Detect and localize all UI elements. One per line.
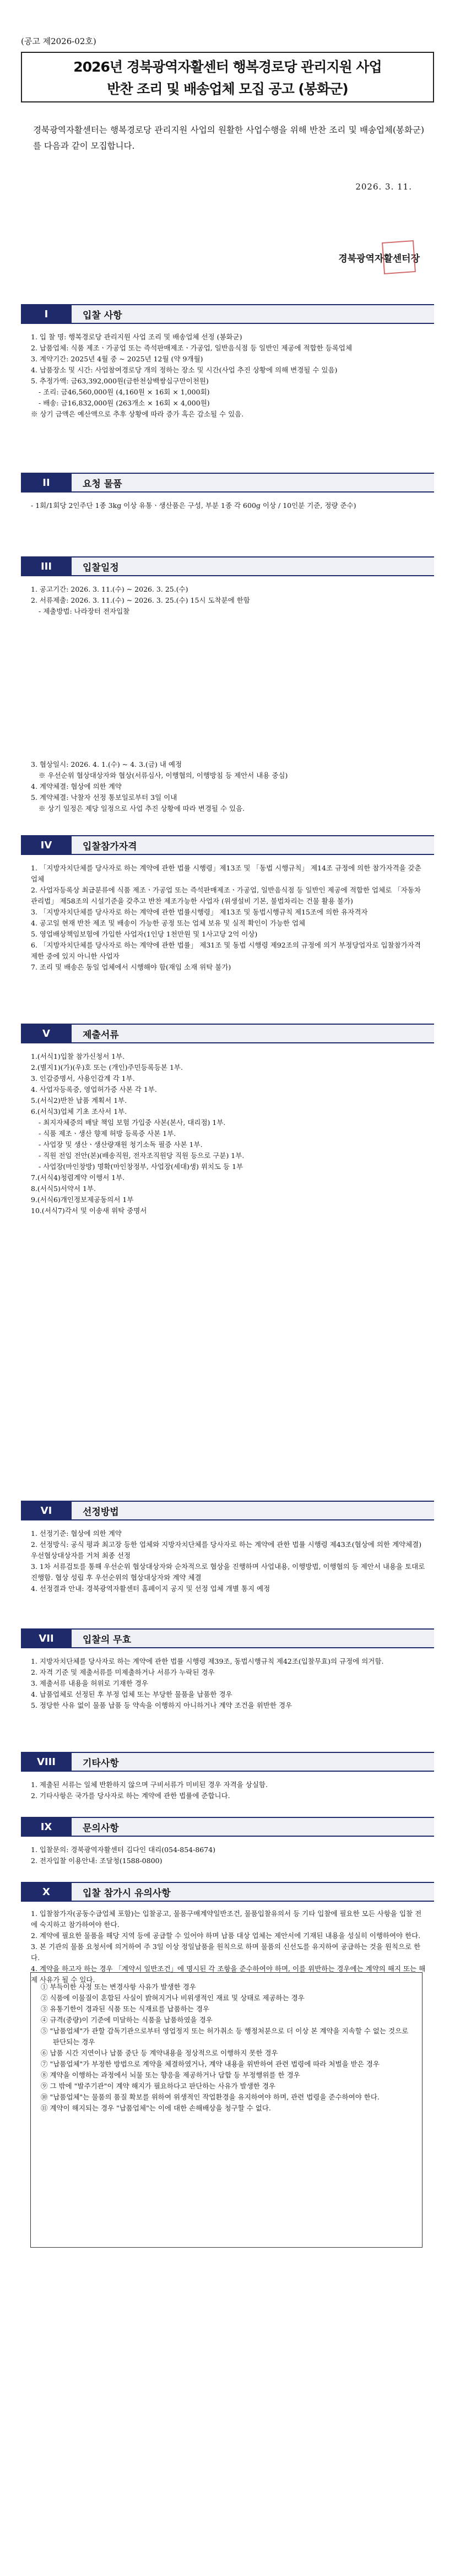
list-item: 1.(서식1)입찰 참가신청서 1부. [31, 1052, 125, 1060]
section-number: VIII [21, 1752, 72, 1772]
termination-conditions-box [30, 1972, 422, 2248]
list-item: 4. 사업자등록증, 영업허가증 사본 각 1부. [31, 1085, 157, 1094]
section-title: 문의사항 [72, 1817, 434, 1837]
section-body-schedule-2 [31, 759, 426, 814]
title-box [21, 52, 434, 102]
list-item: 3. 「지방자치단체를 당사자로 하는 계약에 관한 법률시행령」 제13조 및 동법시행규칙 제15조에 의한 유자격자 [31, 908, 368, 916]
list-item: ⑦ "납품업체"가 부정한 방법으로 계약을 체결하였거나, 계약 내용을 위반하여 관련 법령에 따라 처벌을 받은 경우 [41, 2060, 380, 2068]
section-body-other [31, 1779, 426, 1801]
list-item: - 1회/1회당 2인주단 1종 3kg 이상 유통ㆍ생산품은 구성, 부분 1종 각 600g 이상 / 10인분 기준, 정량 준수) [31, 501, 356, 510]
list-item: 3. 계약기간: 2025년 4월 중 ~ 2025년 12월 (약 9개월) [31, 355, 203, 363]
list-item: 2.(별지1)(가)(우)호 또는 (개인)주민등록등본 1부. [31, 1063, 183, 1071]
section-header-contact [21, 1817, 434, 1837]
section-body-selection [31, 1528, 426, 1594]
list-item: 4. 납품업체로 선정된 후 부정 업체 또는 부당한 물품을 납품한 경우 [31, 1690, 232, 1698]
list-item: ③ 유통기한이 경과된 식품 또는 식재료를 납품하는 경우 [41, 2005, 209, 2013]
list-item: 10.(서식7)각서 및 이송새 위탁 중명서 [31, 1206, 147, 1215]
list-item: 3. 인감증명서, 사용인감계 각 1부. [31, 1074, 135, 1083]
section-title: 입찰일정 [72, 556, 434, 576]
list-item: ⑪ 계약이 해지되는 경우 "납품업체"는 이에 대한 손해배상을 청구할 수 없다. [41, 2104, 271, 2112]
list-item: ① 부득이한 사정 또는 변경사항 사유가 발생한 경우 [41, 1983, 196, 1991]
list-item: 4. 납품장소 및 시간: 사업참여경로당 개의 정하는 장소 및 시간(사업 추진 상황에 의해 변경될 수 있음) [31, 366, 338, 374]
section-title: 입찰참가자격 [72, 835, 434, 855]
section-title: 선정방법 [72, 1501, 434, 1520]
list-item: 5.(서식2)반찬 납품 계획서 1부. [31, 1096, 127, 1105]
section-number: V [21, 1024, 72, 1043]
notice-number: (공고 제2026-02호) [21, 36, 96, 46]
list-item: 6. 「지방자치단체를 당사자로 하는 계약에 관한 법률」 제31조 및 동법 시행령 제92조의 규정에 의거 부정당업자로 입찰참가자격 제한 중에 있지 아니한 사업자 [31, 941, 421, 960]
list-item: 5. 추정가액: 금63,392,000원(금한천삼백쌍십구만이천원) [31, 377, 209, 385]
list-item: 6.(서식3)업체 기초 조사서 1부. [31, 1107, 127, 1116]
list-item: - 최지자체증의 배달 책임 보험 가입중 사본(본사, 대리점) 1부. [39, 1118, 226, 1127]
list-item: ⑧ 계약을 이행하는 과정에서 뇌물 또는 향응을 제공하거나 담합 등 부정행위를 한 경우 [41, 2071, 300, 2079]
section-header-selection [21, 1501, 434, 1520]
list-item: ⑩ "납품업체"는 물품의 품질 확보를 위하여 위생적인 작업환경을 유지하여야 하며, 관련 법령을 준수하여야 한다. [41, 2093, 380, 2101]
official-seal-stamp [382, 240, 416, 274]
list-item: ※ 상기 금액은 예산액으로 추후 상황에 따라 증가 혹은 감소될 수 있음. [31, 410, 244, 418]
list-item: - 사업장(마인창방) 명확(마인창정부, 사업장(세대)생) 위치도 등 1부 [39, 1162, 243, 1171]
section-header-documents [21, 1024, 434, 1043]
list-item: 3. 본 기관의 물품 요청서에 의거하여 주 3일 이상 정일납품을 원칙으로 하며 물품의 신선도를 유지하여 공급하는 것을 원칙으로 한다. [31, 1942, 421, 1962]
list-item: ⑤ "납품업체"가 관할 감독기관으로부터 영업정지 또는 허가취소 등 행정처분으로 더 이상 본 계약을 지속할 수 없는 것으로 판단되는 경우 [41, 2027, 409, 2046]
section-title: 입찰 참가시 유의사항 [72, 1882, 434, 1902]
list-item: 2. 선정방식: 공식 평과 최고장 등한 업체와 지방자치단체를 당사자로 하는 계약에 관한 법률 시행령 제43조(협상에 의한 계약체결)우선협상대상자를 거쳐 최종 선정 [31, 1540, 422, 1560]
list-item: 1. 입찰문의: 경북광역자활센터 김다인 대리(054-854-8674) [31, 1846, 216, 1854]
list-item: 2. 전자입찰 이용안내: 조달청(1588-0800) [31, 1857, 162, 1865]
list-item: 3. 제출서류 내용을 허위로 기재한 경우 [31, 1679, 148, 1687]
list-item: 2. 사업자등록상 최급분류에 식품 제조ㆍ가공업 또는 즉석판매제조ㆍ가공업, 일반음식점 등 일반인 제공에 적합한 업체로 「자동차관리법」 제58조의 시설기준을 갖추고 반찬 제조가능한 사업자 (위생설비 기본, 불법차리는 건물 활용 불가) [31, 886, 421, 905]
list-item: 4. 계약을 하고자 하는 경우 「계약서 일반조건」에 명시된 각 조항을 준수하여야 하며, 이를 위반하는 경우에는 계약의 해지 또는 해제 사유가 될 수 있다. [31, 1965, 426, 1984]
section-title: 입찰의 무효 [72, 1628, 434, 1648]
list-item: 2. 계약에 필요한 물품을 해당 지역 등에 공급할 수 있어야 하며 납품 대상 업체는 제안서에 기재된 내용을 성실히 이행하여야 한다. [31, 1931, 421, 1940]
section-header-bidding [21, 304, 434, 324]
list-item: 3. 협상일시: 2026. 4. 1.(수) ~ 4. 3.(금) 내 예정 [31, 760, 182, 769]
section-number: VI [21, 1501, 72, 1520]
list-item: 2. 기타사항은 국가를 당사자로 하는 계약에 관한 법률에 준합니다. [31, 1792, 230, 1800]
list-item: ※ 우선순위 협상대상자와 협상(서류심사, 이행협의, 이행방침 등 제안서 내용 중심) [39, 771, 288, 780]
section-body-items [31, 500, 426, 511]
section-title: 요청 물품 [72, 473, 434, 493]
list-item: 7. 조리 및 배송은 동일 업체에서 시행해야 함(재임 소재 위탁 불가) [31, 963, 231, 971]
list-item: 1. 입 찰 명: 행복경로당 관리지원 사업 조리 및 배송업체 선정 (봉화군) [31, 333, 242, 341]
list-item: 2. 서류제출: 2026. 3. 11.(수) ~ 2026. 3. 25.(수) 15시 도착분에 한함 [31, 596, 250, 604]
section-header-items [21, 473, 434, 493]
list-item: 5. 영업배상책임보험에 가입한 사업자(1인당 1천만원 및 1사고당 2억 이상) [31, 930, 258, 938]
list-item: 1. 입찰참가자(공동수급업체 포함)는 입찰공고, 물품구매계약일반조건, 물품입찰유의서 등 기타 입찰에 필요한 모든 사항을 입찰 전에 숙지하고 참가하여야 한다. [31, 1909, 422, 1929]
section-number: IX [21, 1817, 72, 1837]
section-title: 기타사항 [72, 1752, 434, 1772]
list-item: - 배송: 금16,832,000원 (263개소 × 16회 × 4,000원) [39, 399, 210, 407]
list-item: 9.(서식6)개인정보제공동의서 1부 [31, 1195, 134, 1204]
section-number: IV [21, 835, 72, 855]
list-item: ④ 규격(중량)이 기준에 미달하는 식품을 납품하였을 경우 [41, 2016, 213, 2024]
section-header-schedule [21, 556, 434, 576]
list-item: 3. 1차 서류검토를 통해 우선순위 협상대상자와 순차적으로 협상을 진행하며 사업내용, 이행방법, 이행협의 등 제안서 내용을 토대로 진행함. 협상 성립 후 우선순위의 협상대상자와 계약 체결 [31, 1562, 425, 1582]
list-item: - 직원 전임 전안(본)(배송직원, 전자조직원당 직원 등으로 구분) 1부. [39, 1151, 245, 1160]
list-item: 4. 선정결과 안내: 경북광역자활센터 홈페이지 공지 및 선정 업체 개별 통지 예정 [31, 1584, 270, 1593]
notice-date: 2026. 3. 11. [355, 182, 412, 192]
list-item: 1. 「지방자치단체를 당사자로 하는 계약에 관한 법률 시행령」제13조 및 「동법 시행규칙」 제14조 규정에 의한 참가자격을 갖춘 업체 [31, 864, 421, 883]
list-item: ⑨ 그 밖에 "발주기관"이 계약 해지가 필요하다고 판단하는 사유가 발생한 경우 [41, 2082, 275, 2090]
section-number: II [21, 473, 72, 493]
section-body-contact [31, 1844, 426, 1866]
list-item: 5. 계약체결: 낙찰자 선정 통보일로부터 3일 이내 [31, 793, 177, 802]
list-item: 1. 제출된 서류는 일체 반환하지 않으며 구비서류가 미비된 경우 자격을 상실함. [31, 1781, 268, 1789]
section-header-eligibility [21, 835, 434, 855]
list-item: - 식품 제조ㆍ생산 향제 허방 등록증 사본 1부. [39, 1129, 176, 1138]
section-number: VII [21, 1628, 72, 1648]
list-item: 1. 공고기간: 2026. 3. 11.(수) ~ 2026. 3. 25.(수) [31, 585, 188, 593]
list-item: - 조리: 금46,560,000원 (4,160원 × 16회 × 1,000회) [39, 388, 210, 396]
list-item: 2. 자격 기준 및 제출서류를 미제출하거나 서류가 누락된 경우 [31, 1668, 215, 1676]
intro-paragraph: 경북광역자활센터는 행복경로당 관리지원 사업의 원활한 사업수행을 위해 반찬 조리 및 배송업체(봉화군)를 다음과 같이 모집합니다. [33, 125, 424, 151]
list-item: 5. 정당한 사유 없이 물품 납품 등 약속을 이행하지 아니하거나 계약 조건을 위반한 경우 [31, 1701, 292, 1709]
section-body-bidding [31, 332, 426, 420]
organization-name: 경북광역자활센터장 [338, 253, 420, 264]
list-item: 4. 공고일 현재 반찬 제조 및 배송이 가능한 공정 또는 업체 보유 및 실적 확인이 가능한 업체 [31, 919, 306, 927]
section-header-precautions [21, 1882, 434, 1902]
list-item: 7.(서식4)청렴계약 이행서 1부. [31, 1173, 125, 1182]
list-item: ⑥ 납품 시간 지연이나 납품 중단 등 계약내용을 정상적으로 이행하지 못한 경우 [41, 2049, 278, 2057]
list-item: ② 식품에 이물질이 혼합된 사실이 밝혀지거나 비위생적인 재료 및 상태로 제공하는 경우 [41, 1994, 305, 2002]
list-item: ※ 상기 일정은 제당 일정으로 사업 추진 상황에 따라 변경될 수 있음. [39, 804, 245, 813]
section-title: 제출서류 [72, 1024, 434, 1043]
title-line-2: 반찬 조리 및 배송업체 모집 공고 (봉화군) [107, 81, 348, 97]
section-header-other [21, 1752, 434, 1772]
section-title: 입찰 사항 [72, 304, 434, 324]
section-number: I [21, 304, 72, 324]
list-item: 1. 지방자치단체를 당사자로 하는 계약에 관한 법률 시행령 제39조, 동법시행규칙 제42조(입찰무효)의 규정에 의거함. [31, 1657, 384, 1665]
title-line-1: 2026년 경북광역자활센터 행복경로당 관리지원 사업 [73, 59, 382, 75]
list-item: 8.(서식5)서약서 1부. [31, 1184, 96, 1193]
section-header-invalid-bid [21, 1628, 434, 1648]
list-item: - 제출방법: 나라장터 전자입찰 [39, 607, 130, 615]
list-item: 1. 선정기준: 협상에 의한 계약 [31, 1529, 122, 1538]
section-body-schedule [31, 584, 426, 617]
list-item: - 사업장 및 생산ㆍ생산량재원 청기소독 필증 사본 1부. [39, 1140, 203, 1149]
section-number: X [21, 1882, 72, 1902]
list-item: 4. 계약체결: 협상에 의한 계약 [31, 782, 122, 791]
section-body-invalid-bid [31, 1656, 426, 1711]
section-body-documents [31, 1051, 426, 1216]
section-number: III [21, 556, 72, 576]
section-body-eligibility [31, 863, 426, 973]
list-item: 2. 납품업체: 식품 제조ㆍ가공업 또는 즉석판매제조ㆍ가공업, 일반음식점 등 일반인 제공에 적합한 등록업체 [31, 344, 353, 352]
